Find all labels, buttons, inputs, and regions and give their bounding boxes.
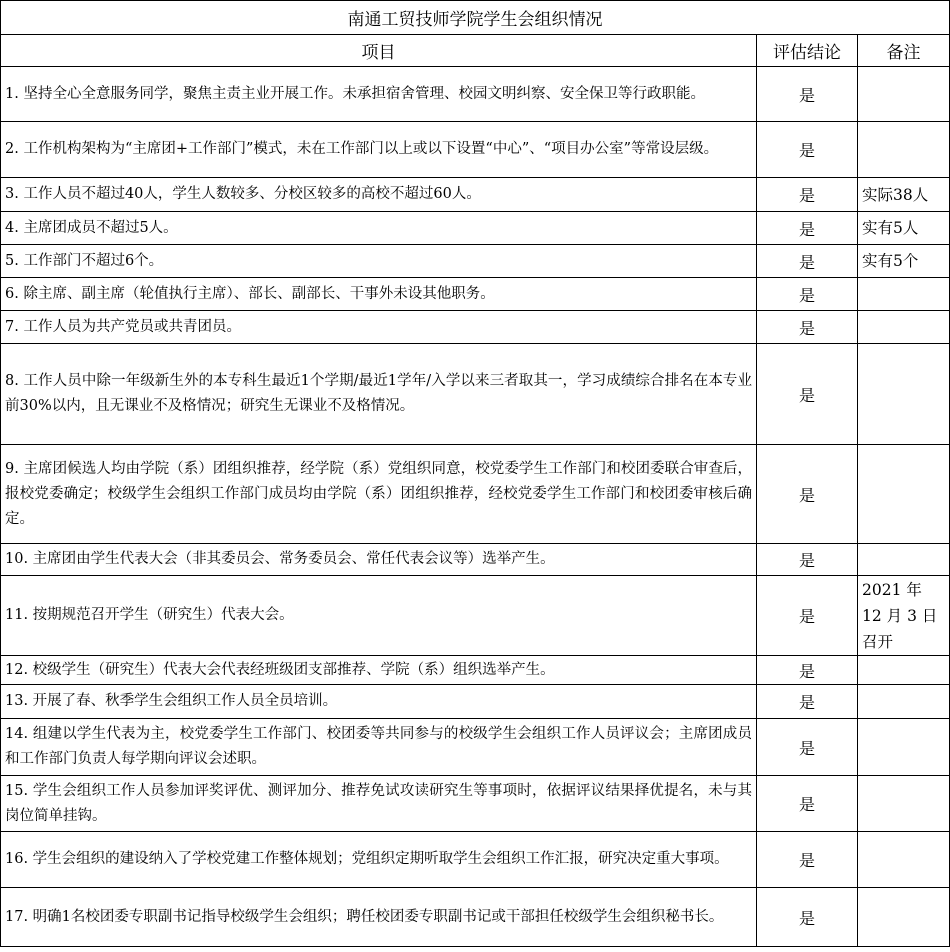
table-row — [1, 212, 950, 245]
item-text: 1. 坚持全心全意服务同学，聚焦主责主业开展工作。未承担宿舍管理、校园文明纠察、安全保卫等行政职能。 — [1, 67, 757, 122]
note-cell — [858, 278, 950, 311]
note-cell — [858, 832, 950, 888]
item-text: 16. 学生会组织的建设纳入了学校党建工作整体规划；党组织定期听取学生会组织工作汇报，研究决定重大事项。 — [1, 832, 757, 888]
note-cell — [858, 544, 950, 576]
conclusion-cell: 是 — [757, 576, 858, 656]
table-row — [1, 685, 950, 719]
note-cell — [858, 67, 950, 122]
note-cell: 实际38人 — [858, 178, 950, 212]
note-cell: 实有5人 — [858, 212, 950, 245]
note-cell — [858, 445, 950, 544]
header-conclusion: 评估结论 — [757, 35, 858, 67]
table-row — [1, 122, 950, 178]
note-cell: 2021 年 12 月 3 日 召开 — [858, 576, 950, 656]
note-cell — [858, 776, 950, 832]
table-row — [1, 278, 950, 311]
header-item: 项目 — [1, 35, 757, 67]
item-text: 14. 组建以学生代表为主，校党委学生工作部门、校团委等共同参与的校级学生会组织工作人员评议会；主席团成员和工作部门负责人每学期向评议会述职。 — [1, 719, 757, 776]
table-title: 南通工贸技师学院学生会组织情况 — [1, 1, 950, 35]
conclusion-cell: 是 — [757, 344, 858, 445]
item-text: 11. 按期规范召开学生（研究生）代表大会。 — [1, 576, 757, 656]
item-text: 7. 工作人员为共产党员或共青团员。 — [1, 311, 757, 344]
table-row — [1, 656, 950, 685]
table-row — [1, 245, 950, 278]
conclusion-cell: 是 — [757, 685, 858, 719]
item-text: 8. 工作人员中除一年级新生外的本专科生最近1个学期/最近1学年/入学以来三者取其一，学习成绩综合排名在本专业前30%以内，且无课业不及格情况；研究生无课业不及格情况。 — [1, 344, 757, 445]
conclusion-cell: 是 — [757, 656, 858, 685]
table-row — [1, 888, 950, 947]
conclusion-cell: 是 — [757, 122, 858, 178]
conclusion-cell: 是 — [757, 311, 858, 344]
item-text: 17. 明确1名校团委专职副书记指导校级学生会组织；聘任校团委专职副书记或干部担任校级学生会组织秘书长。 — [1, 888, 757, 947]
conclusion-cell: 是 — [757, 776, 858, 832]
note-cell — [858, 311, 950, 344]
table-row — [1, 311, 950, 344]
table-row — [1, 544, 950, 576]
table-row — [1, 832, 950, 888]
conclusion-cell: 是 — [757, 888, 858, 947]
table-row — [1, 67, 950, 122]
conclusion-cell: 是 — [757, 245, 858, 278]
table-row — [1, 576, 950, 656]
item-text: 15. 学生会组织工作人员参加评奖评优、测评加分、推荐免试攻读研究生等事项时，依据评议结果择优提名，未与其岗位简单挂钩。 — [1, 776, 757, 832]
conclusion-cell: 是 — [757, 278, 858, 311]
item-text: 4. 主席团成员不超过5人。 — [1, 212, 757, 245]
table-row — [1, 776, 950, 832]
note-cell — [858, 656, 950, 685]
conclusion-cell: 是 — [757, 67, 858, 122]
conclusion-cell: 是 — [757, 445, 858, 544]
note-cell: 实有5个 — [858, 245, 950, 278]
item-text: 12. 校级学生（研究生）代表大会代表经班级团支部推荐、学院（系）组织选举产生。 — [1, 656, 757, 685]
note-cell — [858, 685, 950, 719]
item-text: 13. 开展了春、秋季学生会组织工作人员全员培训。 — [1, 685, 757, 719]
item-text: 9. 主席团候选人均由学院（系）团组织推荐，经学院（系）党组织同意，校党委学生工作部门和校团委联合审查后，报校党委确定；校级学生会组织工作部门成员均由学院（系）团组织推荐，经校党委学生工作部门和校团委审核后确定。 — [1, 445, 757, 544]
table-row — [1, 178, 950, 212]
table-row — [1, 344, 950, 445]
header-note: 备注 — [858, 35, 950, 67]
table-row — [1, 719, 950, 776]
note-cell — [858, 888, 950, 947]
conclusion-cell: 是 — [757, 832, 858, 888]
conclusion-cell: 是 — [757, 544, 858, 576]
item-text: 2. 工作机构架构为“主席团+工作部门”模式，未在工作部门以上或以下设置“中心”、“项目办公室”等常设层级。 — [1, 122, 757, 178]
conclusion-cell: 是 — [757, 212, 858, 245]
note-cell — [858, 719, 950, 776]
note-cell — [858, 122, 950, 178]
note-cell — [858, 344, 950, 445]
conclusion-cell: 是 — [757, 719, 858, 776]
item-text: 6. 除主席、副主席（轮值执行主席）、部长、副部长、干事外未设其他职务。 — [1, 278, 757, 311]
item-text: 3. 工作人员不超过40人，学生人数较多、分校区较多的高校不超过60人。 — [1, 178, 757, 212]
conclusion-cell: 是 — [757, 178, 858, 212]
item-text: 10. 主席团由学生代表大会（非其委员会、常务委员会、常任代表会议等）选举产生。 — [1, 544, 757, 576]
item-text: 5. 工作部门不超过6个。 — [1, 245, 757, 278]
table-row — [1, 445, 950, 544]
